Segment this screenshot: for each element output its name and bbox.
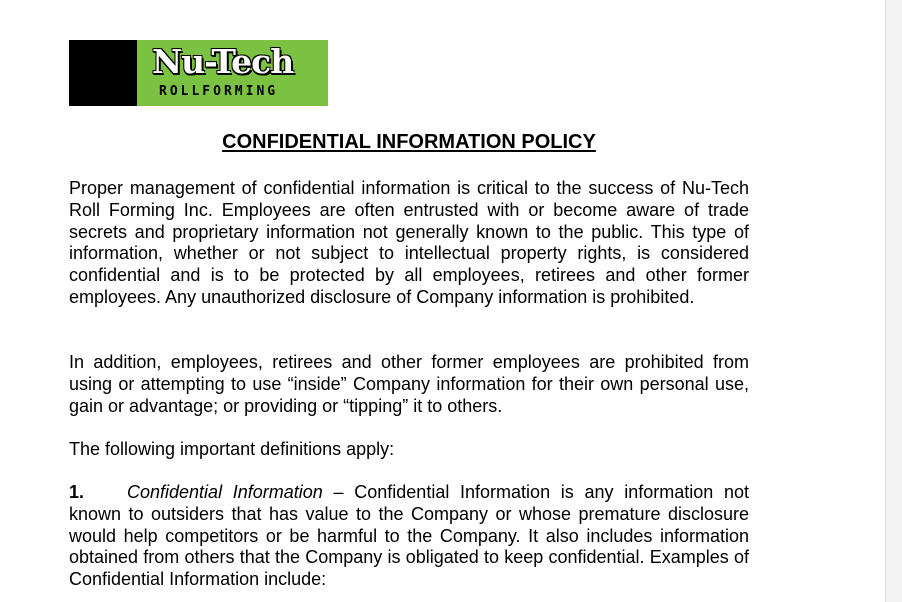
definition-term: Confidential Information bbox=[127, 482, 323, 502]
scrollbar-track[interactable] bbox=[885, 0, 902, 602]
paragraph-intro: Proper management of confidential information is critical to the success of Nu-Tech Roll Forming Inc. Employees are often entrusted with or become aware of trade secrets and proprietary information not generally known to the public. This type of information, whether or not subject to intellectual property rights, is considered confidential and is to be protected by all employees, retirees and other former employees. Any unauthorized disclosure of Company information is prohibited. bbox=[69, 178, 749, 307]
definition-text: Confidential Information is any information not known to outsiders that has value to the Company or whose premature disclosure would help competitors or be harmful to the Company. It also includes information obtained from others that the Company is obligated to keep confidential. Examples of Confidential Information include: bbox=[69, 482, 750, 590]
logo-green-block bbox=[137, 40, 328, 106]
paragraph-definitions-lead: The following important definitions apply: bbox=[69, 439, 395, 459]
company-logo bbox=[69, 40, 328, 106]
logo-name: Nu-Tech bbox=[152, 42, 294, 81]
definition-separator: – bbox=[322, 482, 355, 502]
logo-subtitle: ROLLFORMING bbox=[159, 84, 279, 99]
definition-confidential-information bbox=[69, 482, 749, 591]
logo-black-block bbox=[69, 40, 137, 106]
paragraph-inside-information: In addition, employees, retirees and other former employees are prohibited from using or attempting to use “inside” Company information for their own personal use, gain or advantage; or providing or “tipping” it to others. bbox=[69, 352, 749, 416]
document-title: CONFIDENTIAL INFORMATION POLICY bbox=[222, 131, 596, 153]
definition-number: 1. bbox=[69, 482, 85, 502]
